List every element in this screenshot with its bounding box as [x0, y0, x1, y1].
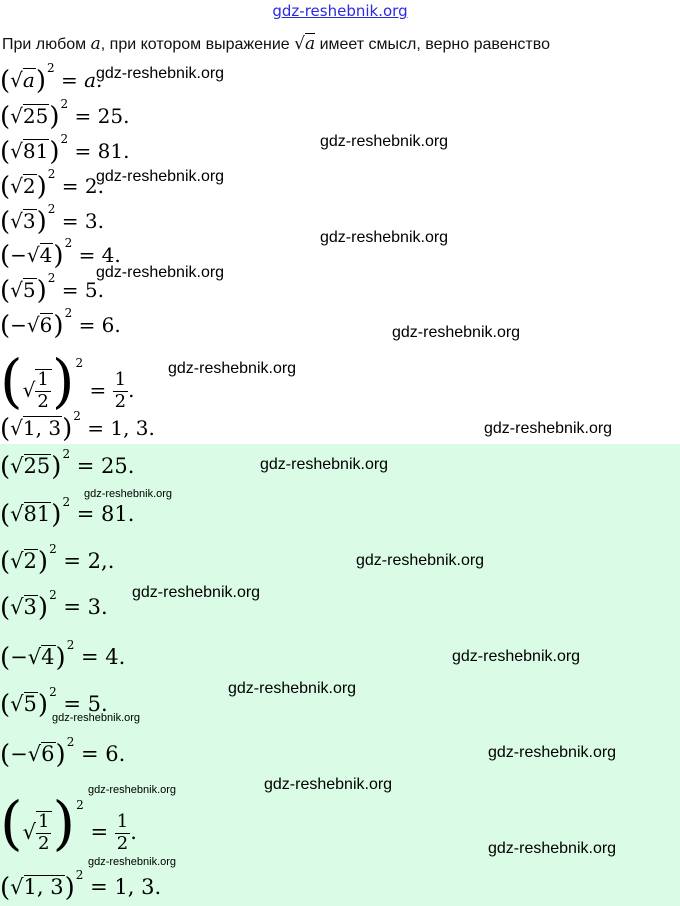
exponent: 2 — [75, 868, 84, 882]
sqrt-sign: √ — [10, 875, 24, 899]
result: = 4. — [78, 243, 121, 267]
left-paren: ( — [0, 873, 11, 903]
watermark: gdz-reshebnik.org — [132, 584, 261, 601]
exponent: 2 — [47, 167, 56, 181]
watermark: gdz-reshebnik.org — [88, 856, 177, 868]
left-paren: ( — [0, 276, 11, 306]
result: = 2,. — [63, 549, 115, 573]
exponent: 2 — [49, 542, 57, 556]
fraction-denominator: 2 — [37, 391, 49, 412]
watermark: gdz-reshebnik.org — [96, 168, 225, 185]
watermark: gdz-reshebnik.org — [84, 488, 173, 500]
exponent: 2 — [49, 685, 57, 699]
right-paren: ) — [51, 347, 75, 415]
intro-text-middle: , при котором выражение — [100, 36, 295, 53]
equation-row — [0, 868, 162, 903]
left-paren: ( — [0, 690, 11, 720]
watermark: gdz-reshebnik.org — [392, 324, 521, 341]
result: = 81. — [74, 139, 130, 163]
left-paren: ( — [0, 740, 11, 770]
result: = 6. — [78, 313, 121, 337]
radicand: 1, 3 — [22, 416, 62, 440]
right-paren: ) — [37, 547, 49, 577]
exponent: 2 — [62, 447, 71, 461]
radicand: 25 — [22, 104, 49, 128]
watermark: gdz-reshebnik.org — [260, 456, 389, 473]
result: = 1, 3. — [87, 416, 155, 440]
right-paren: ) — [55, 643, 66, 673]
result: = 3. — [61, 209, 104, 233]
sqrt-sign: √ — [10, 692, 24, 716]
right-paren: ) — [55, 740, 66, 770]
exponent: 2 — [64, 306, 73, 320]
watermark: gdz-reshebnik.org — [320, 133, 449, 150]
radicand: 25 — [23, 454, 51, 478]
left-paren: ( — [0, 789, 23, 857]
equation-row — [0, 347, 135, 415]
equation-row — [0, 97, 130, 132]
exponent: 2 — [64, 236, 73, 250]
result: = 5. — [61, 278, 104, 302]
sqrt-sign: √ — [26, 243, 40, 267]
exponent: 2 — [47, 271, 56, 285]
result-period: . — [128, 378, 135, 402]
watermark: gdz-reshebnik.org — [484, 420, 613, 437]
equation-row — [0, 495, 135, 530]
equation-row — [0, 202, 104, 237]
sqrt-sign: √ — [10, 454, 24, 478]
sqrt-sign: √ — [10, 68, 23, 92]
equation-row — [0, 132, 130, 167]
fraction-denominator: 2 — [116, 833, 129, 854]
left-paren: ( — [0, 643, 11, 673]
fraction-numerator: 1 — [116, 811, 129, 833]
radicand — [36, 811, 52, 854]
right-paren: ) — [37, 690, 49, 720]
equation-row — [0, 735, 126, 770]
watermark: gdz-reshebnik.org — [488, 744, 617, 761]
left-paren: ( — [0, 137, 11, 167]
sqrt-sign: √ — [10, 139, 23, 163]
left-paren: ( — [0, 172, 11, 202]
watermark: gdz-reshebnik.org — [88, 784, 177, 796]
right-paren: ) — [64, 873, 75, 903]
result: = 4. — [81, 645, 126, 669]
equation-row — [0, 271, 104, 306]
right-paren: ) — [51, 452, 62, 482]
radicand: 81 — [23, 502, 51, 526]
left-paren: ( — [0, 102, 11, 132]
sqrt-sign: √ — [10, 278, 23, 302]
sqrt-sign: √ — [22, 820, 37, 844]
right-paren: ) — [49, 102, 60, 132]
sqrt-sign: √ — [22, 378, 36, 402]
right-paren: ) — [53, 241, 64, 271]
left-paren: ( — [0, 593, 11, 623]
result: = 1, 3. — [90, 875, 162, 899]
left-paren: ( — [0, 207, 11, 237]
watermark: gdz-reshebnik.org — [452, 648, 581, 665]
intro-sqrt-sign: √ — [294, 34, 305, 54]
sqrt-sign: √ — [27, 645, 42, 669]
equation-row — [0, 409, 155, 444]
result: = 2. — [61, 174, 104, 198]
result: = 6. — [81, 742, 126, 766]
right-paren: ) — [37, 593, 49, 623]
sqrt-sign: √ — [10, 595, 24, 619]
result: = 3. — [63, 595, 108, 619]
left-paren: ( — [0, 452, 11, 482]
right-paren: ) — [53, 311, 64, 341]
left-paren: ( — [0, 241, 11, 271]
exponent: 2 — [62, 495, 71, 509]
watermark: gdz-reshebnik.org — [264, 776, 393, 793]
radicand: 1, 3 — [23, 875, 64, 899]
equals-sign: = — [61, 68, 78, 92]
exponent: 2 — [73, 409, 81, 423]
equals-sign: = — [90, 820, 109, 844]
radicand: 6 — [39, 313, 53, 337]
watermark: gdz-reshebnik.org — [96, 65, 225, 82]
watermark: gdz-reshebnik.org — [356, 552, 485, 569]
radicand: 5 — [22, 278, 36, 302]
fraction-numerator: 1 — [38, 811, 50, 833]
result: = 5. — [63, 692, 108, 716]
fraction-denominator: 2 — [38, 833, 50, 854]
radicand: 2 — [23, 549, 37, 573]
exponent: 2 — [76, 798, 84, 812]
radicand: 4 — [39, 243, 53, 267]
general-identity — [0, 61, 103, 96]
fraction — [36, 813, 51, 854]
watermark: gdz-reshebnik.org — [168, 360, 297, 377]
exponent: 2 — [60, 97, 69, 111]
minus-sign: − — [10, 742, 28, 766]
sqrt-sign: √ — [27, 742, 42, 766]
sqrt-sign: √ — [10, 416, 23, 440]
result-period: . — [130, 820, 137, 844]
intro-text-before: При любом — [2, 36, 91, 53]
radicand: 6 — [41, 742, 55, 766]
right-paren: ) — [35, 66, 46, 96]
right-paren: ) — [51, 500, 62, 530]
equation-row — [0, 789, 137, 857]
result-fraction — [113, 371, 128, 412]
left-paren: ( — [0, 414, 11, 444]
fraction-numerator: 1 — [37, 369, 49, 391]
intro-sqrt-arg: a — [304, 34, 316, 54]
exponent: 2 — [66, 638, 75, 652]
exponent: 2 — [47, 61, 55, 75]
identity-result: a. — [84, 68, 103, 92]
watermark: gdz-reshebnik.org — [96, 264, 225, 281]
equation-row — [0, 542, 115, 577]
radicand: 3 — [22, 209, 36, 233]
right-paren: ) — [49, 137, 60, 167]
radicand: a — [22, 68, 35, 92]
sqrt-sign: √ — [10, 209, 23, 233]
right-paren: ) — [52, 789, 76, 857]
result: = 25. — [74, 104, 130, 128]
right-paren: ) — [36, 276, 47, 306]
intro-variable: a — [90, 34, 101, 54]
exponent: 2 — [66, 735, 75, 749]
result-fraction — [115, 813, 130, 854]
result: = 81. — [76, 502, 135, 526]
minus-sign: − — [10, 243, 27, 267]
sqrt-sign: √ — [10, 174, 23, 198]
watermark: gdz-reshebnik.org — [228, 680, 357, 697]
exponent: 2 — [75, 356, 84, 370]
radicand: 81 — [22, 139, 49, 163]
fraction-numerator: 1 — [114, 369, 127, 391]
equation-row — [0, 167, 104, 202]
radicand: 5 — [23, 692, 37, 716]
sqrt-sign: √ — [10, 104, 23, 128]
left-paren: ( — [0, 66, 11, 96]
minus-sign: − — [10, 313, 27, 337]
watermark: gdz-reshebnik.org — [52, 712, 141, 724]
watermark: gdz-reshebnik.org — [320, 229, 449, 246]
radicand — [35, 369, 51, 412]
right-paren: ) — [36, 207, 47, 237]
equation-row — [0, 638, 126, 673]
radicand: 3 — [23, 595, 37, 619]
exponent: 2 — [60, 132, 69, 146]
minus-sign: − — [10, 645, 28, 669]
watermark: gdz-reshebnik.org — [488, 840, 617, 857]
exponent: 2 — [47, 202, 56, 216]
sqrt-sign: √ — [10, 502, 24, 526]
left-paren: ( — [0, 347, 23, 415]
intro-text-after: имеет смысл, верно равенство — [315, 36, 550, 53]
left-paren: ( — [0, 500, 11, 530]
equation-row — [0, 447, 135, 482]
right-paren: ) — [62, 414, 73, 444]
intro-sentence — [2, 34, 550, 54]
radicand: 4 — [41, 645, 55, 669]
equation-row — [0, 588, 108, 623]
radicand: 2 — [22, 174, 36, 198]
sqrt-sign: √ — [26, 313, 40, 337]
left-paren: ( — [0, 547, 11, 577]
result: = 25. — [76, 454, 135, 478]
fraction-denominator: 2 — [114, 391, 127, 412]
right-paren: ) — [36, 172, 47, 202]
equation-row — [0, 306, 121, 341]
exponent: 2 — [49, 588, 57, 602]
sqrt-sign: √ — [10, 549, 24, 573]
left-paren: ( — [0, 311, 11, 341]
equals-sign: = — [89, 378, 107, 402]
top-watermark-link[interactable]: gdz-reshebnik.org — [272, 2, 408, 20]
fraction — [35, 371, 50, 412]
